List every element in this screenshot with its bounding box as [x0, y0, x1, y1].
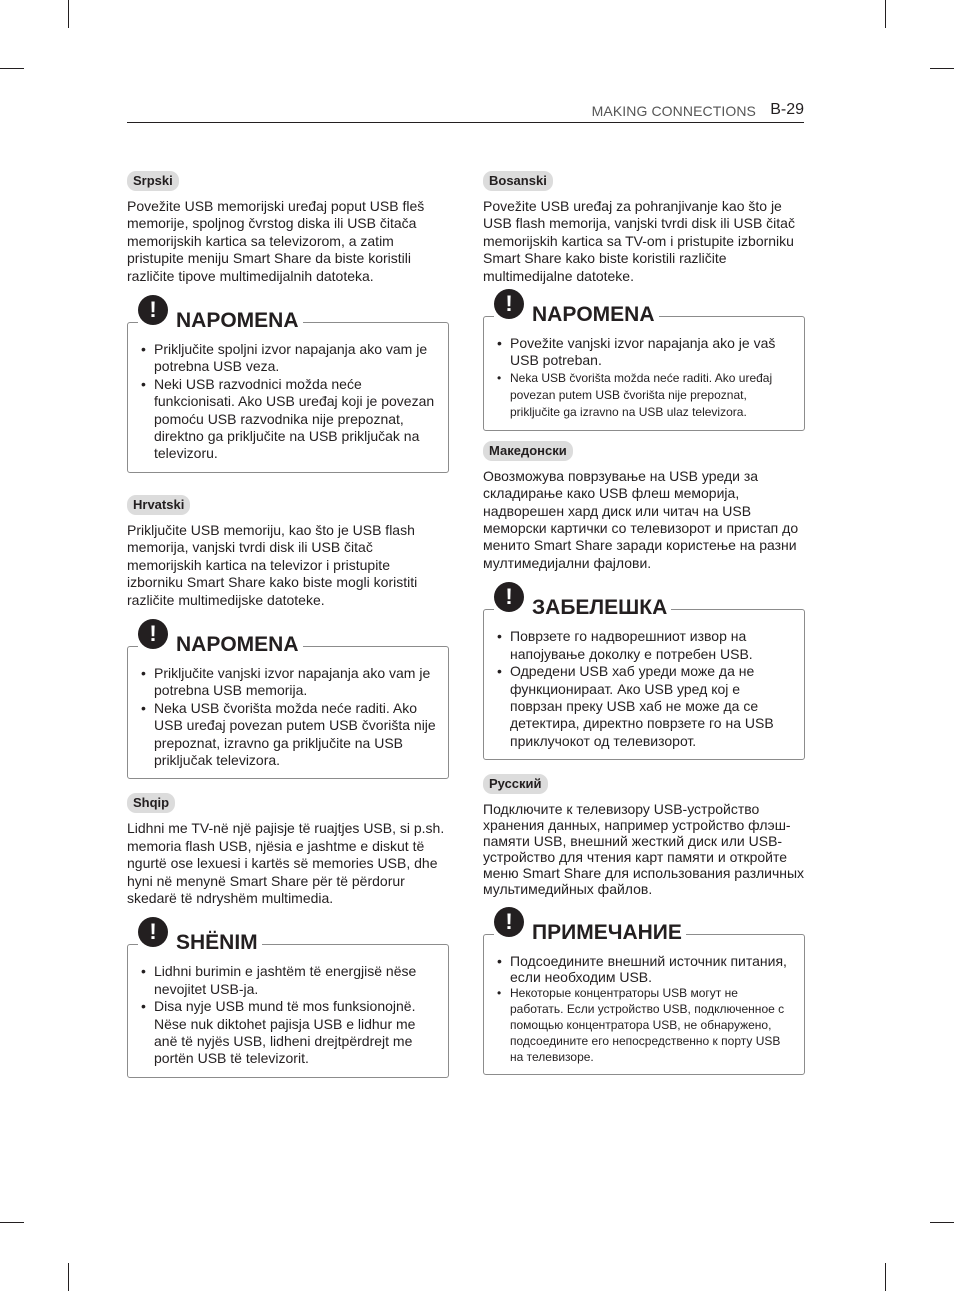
language-paragraph: Povežite USB uređaj za pohranjivanje kao što je USB flash memorija, vanjski tvrdi disk ili USB čitač memorijskih kartica sa TV-om i pristupite izborniku Smart Share kako biste koristili različite multimedijalne datoteke. — [483, 198, 795, 284]
note-item: • Neki USB razvodnici možda neće funkcionisati. Ako USB uređaj koji je povezan pomoću USB razvodnika nije prepoznat, direktno ga priključite na USB priključak na televizoru. — [140, 376, 436, 463]
crop-mark — [885, 0, 886, 28]
note-list — [496, 335, 792, 421]
note-header — [494, 293, 659, 327]
crop-mark — [0, 68, 24, 69]
note-item: • Поврзете го надворешниот извор на напојување доколку е потребен USB. — [496, 628, 792, 663]
note-item: • Некоторые концентраторы USB могут не работать. Если устройство USB, подключенное с помощью концентратора USB, не обнаружено, подсоедините его непосредственно к порту USB на телевизоре. — [496, 985, 792, 1065]
note-box — [127, 620, 449, 779]
note-item: • Disa nyje USB mund të mos funksionojnë. Nëse nuk diktohet pajisja USB e lidhur me anë të nyjës USB, lidheni drejtpërdrejt me portën USB të televizorit. — [140, 998, 436, 1068]
note-list — [140, 665, 436, 769]
crop-mark — [68, 0, 69, 28]
note-header — [138, 299, 303, 333]
language-tag: Shqip — [127, 793, 175, 813]
language-section-makedonski — [483, 441, 805, 760]
note-item: • Povežite vanjski izvor napajanja ako je vaš USB potreban. — [496, 335, 792, 370]
crop-mark — [930, 1222, 954, 1223]
note-header — [138, 921, 262, 955]
exclamation-icon: ! — [138, 619, 168, 649]
language-paragraph: Lidhni me TV-në një pajisje të ruajtjes USB, si p.sh. memoria flash USB, njësia e jashtme e diskut të ngurtë ose lexuesi i kartës së memories USB, dhe hyni në menynë Smart Share për të përdorur skedarë të ndryshëm multimedia. — [127, 820, 445, 906]
note-title: NAPOMENA — [176, 632, 299, 656]
language-paragraph: Подключите к телевизору USB-устройство хранения данных, например устройство флэш-памяти USB, внешний жесткий диск или USB-устройство для чтения карт памяти и откройте меню Smart Share для использования различных мультимедийных файлов. — [483, 801, 805, 898]
language-section-russkiy — [483, 774, 805, 1075]
language-section-srpski — [127, 171, 449, 473]
note-item: • Priključite spoljni izvor napajanja ako vam je potrebna USB veza. — [140, 341, 436, 376]
language-tag: Русский — [483, 774, 548, 794]
note-title: ЗАБЕЛЕШКА — [532, 596, 668, 620]
exclamation-icon: ! — [138, 295, 168, 325]
note-item: • Priključite vanjski izvor napajanja ako vam je potrebna USB memorija. — [140, 665, 436, 700]
note-title: NAPOMENA — [532, 303, 655, 327]
language-tag: Srpski — [127, 171, 179, 191]
crop-mark — [885, 1263, 886, 1291]
note-item: • Neka USB čvorišta možda neće raditi. Ako USB uređaj povezan putem USB čvorišta nije prepoznat, izravno ga priključite na USB priključak televizora. — [140, 700, 436, 770]
left-column — [127, 171, 449, 1078]
note-title: ПРИМЕЧАНИЕ — [532, 921, 682, 945]
language-paragraph: Овозможува поврзување на USB уреди за складирање како USB флеш меморија, надворешен хард диск или читач на USB меморски картички со телевизорот и пристап до менито Smart Share заради користење на разни мултимедијални фајлови. — [483, 467, 799, 571]
language-section-shqip — [127, 793, 449, 1077]
note-box — [127, 919, 449, 1077]
language-paragraph: Priključite USB memoriju, kao što je USB flash memorija, vanjski tvrdi disk ili USB čitač memorijskih kartica na televizor i pristupite izborniku Smart Share kako biste mogli koristiti različite multimedijske datoteke. — [127, 521, 418, 608]
crop-mark — [930, 68, 954, 69]
note-list — [140, 341, 436, 463]
language-section-bosanski — [483, 171, 805, 431]
section-title: MAKING CONNECTIONS — [591, 103, 756, 119]
crop-mark — [0, 1222, 24, 1223]
language-tag: Македонски — [483, 441, 573, 461]
note-item: • Подсоедините внешний источник питания, если необходим USB. — [496, 953, 792, 985]
note-list — [496, 628, 792, 750]
exclamation-icon: ! — [494, 289, 524, 319]
note-list — [140, 963, 436, 1067]
note-item: • Neka USB čvorišta možda neće raditi. Ako uređaj povezan putem USB čvorišta nije prepoznat, priključite ga izravno na USB ulaz televizora. — [496, 370, 792, 421]
note-item: • Одредени USB хаб уреди може да не функционираат. Ако USB уред кој е поврзан преку USB хаб не може да се детектира, директно поврзете го на USB приклучокот од телевизорот. — [496, 663, 792, 750]
language-section-hrvatski — [127, 495, 449, 779]
note-box — [127, 297, 449, 473]
crop-mark — [68, 1263, 69, 1291]
language-paragraph: Povežite USB memorijski uređaj poput USB fleš memorije, spoljnog čvrstog diska ili USB čitača memorijskih kartica sa televizorom, a zatim pristupite meniju Smart Share da biste koristili različite tipove multimedijalnih datoteka. — [127, 198, 425, 284]
note-header — [138, 620, 303, 657]
note-title: NAPOMENA — [176, 309, 299, 333]
exclamation-icon: ! — [138, 917, 168, 947]
language-tag: Hrvatski — [127, 495, 190, 515]
language-tag: Bosanski — [483, 171, 553, 191]
note-item: • Lidhni burimin e jashtëm të energjisë nëse nevojitet USB-ja. — [140, 963, 436, 998]
note-box — [483, 909, 805, 1075]
page-number: B-29 — [770, 101, 804, 118]
exclamation-icon: ! — [494, 907, 524, 937]
note-title: SHËNIM — [176, 931, 258, 955]
note-box — [483, 291, 805, 431]
note-header — [494, 586, 671, 620]
exclamation-icon: ! — [494, 582, 524, 612]
page-header — [127, 100, 804, 123]
note-header — [494, 911, 686, 945]
note-list — [496, 953, 792, 1065]
note-box — [483, 584, 805, 760]
right-column — [483, 171, 805, 1075]
